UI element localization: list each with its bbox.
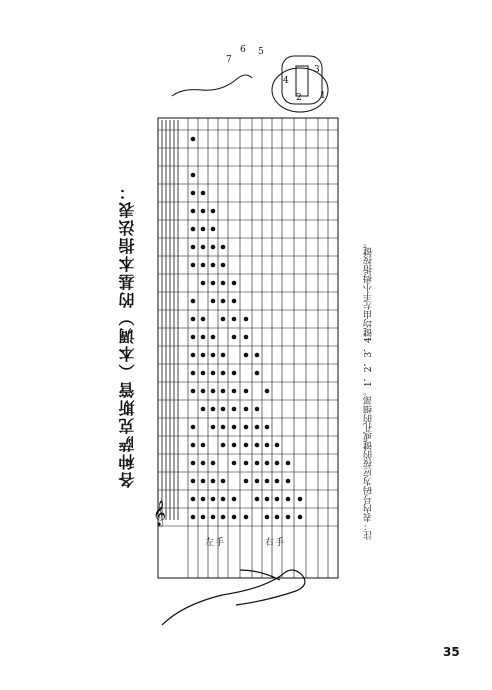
fingering-dot (221, 497, 226, 502)
fingering-dot (244, 425, 249, 430)
fingering-dot (191, 497, 196, 502)
footnote: 注：表内号码为应按的键或孔的细部。1、2、3、4键均由左手小拇指按键。 (364, 238, 374, 540)
key-label-3: 3 (314, 65, 320, 75)
fingering-dot (201, 497, 206, 502)
fingering-dot (298, 497, 303, 502)
fingering-dot (286, 479, 291, 484)
key-label-6: 6 (240, 45, 246, 55)
fingering-dot (201, 479, 206, 484)
fingering-dot (265, 515, 270, 520)
page-title: 各种萨克斯管（本调）的基本指法表： (118, 182, 137, 488)
treble-clef-icon: 𝄞 (153, 501, 167, 526)
fingering-dot (191, 317, 196, 322)
fingering-dot (265, 389, 270, 394)
left-hand-label-2: 手 (215, 538, 225, 548)
fingering-dot (232, 461, 237, 466)
fingering-dot (211, 299, 216, 304)
fingering-dot (255, 407, 260, 412)
fingering-dot (201, 281, 206, 286)
fingering-dot (201, 335, 206, 340)
fingering-dot (244, 461, 249, 466)
fingering-dot (232, 335, 237, 340)
fingering-dot (232, 317, 237, 322)
fingering-dot (232, 425, 237, 430)
fingering-dot (201, 227, 206, 232)
fingering-dot (191, 443, 196, 448)
fingering-dot (201, 515, 206, 520)
fingering-dot (191, 209, 196, 214)
fingering-dot (211, 245, 216, 250)
fingering-dot (201, 317, 206, 322)
fingering-dot (191, 173, 196, 178)
fingering-dot (221, 515, 226, 520)
chart-frame (158, 118, 338, 578)
fingering-dot (275, 479, 280, 484)
fingering-dot (265, 461, 270, 466)
fingering-dot (286, 497, 291, 502)
right-hand-label: 右 (265, 538, 275, 548)
fingering-dot (232, 497, 237, 502)
fingering-dot (232, 443, 237, 448)
fingering-dot (201, 389, 206, 394)
fingering-dot (244, 407, 249, 412)
fingering-dot (255, 479, 260, 484)
fingering-dot (244, 515, 249, 520)
fingering-dot (232, 299, 237, 304)
fingering-dot (265, 497, 270, 502)
fingering-dot (221, 425, 226, 430)
fingering-dot (275, 461, 280, 466)
fingering-dot (211, 209, 216, 214)
row-lines (188, 118, 328, 578)
key-label-2: 2 (296, 93, 302, 103)
left-hand-label: 左 (205, 538, 215, 548)
fingering-dot (221, 281, 226, 286)
fingering-dot (275, 497, 280, 502)
fingering-dot (201, 443, 206, 448)
fingering-dot (255, 443, 260, 448)
fingering-dot (244, 389, 249, 394)
fingering-dot (201, 461, 206, 466)
fingering-dot (201, 371, 206, 376)
fingering-dot (221, 407, 226, 412)
page-number: 35 (443, 645, 460, 659)
fingering-dot (191, 191, 196, 196)
fingering-dot (244, 335, 249, 340)
fingering-dot (191, 245, 196, 250)
fingering-dot (211, 353, 216, 358)
fingering-dot (221, 443, 226, 448)
fingering-dot (265, 425, 270, 430)
fingering-dot (211, 281, 216, 286)
fingering-dot (211, 263, 216, 268)
fingering-dot (255, 461, 260, 466)
fingering-dot (286, 461, 291, 466)
fingering-dot (201, 263, 206, 268)
fingering-dot (255, 497, 260, 502)
key-label-1: 1 (320, 91, 326, 101)
fingering-dot (201, 245, 206, 250)
fingering-dot (221, 353, 226, 358)
fingering-dot (265, 479, 270, 484)
fingering-dot (211, 371, 216, 376)
fingering-dot (232, 371, 237, 376)
fingering-dot (211, 389, 216, 394)
fingering-dot (265, 443, 270, 448)
fingering-dot (201, 407, 206, 412)
fingering-dot (221, 263, 226, 268)
fingering-dot (191, 389, 196, 394)
fingering-dot (191, 335, 196, 340)
fingering-dot (211, 515, 216, 520)
fingering-dot (244, 479, 249, 484)
fingering-dot (244, 353, 249, 358)
fingering-dot (191, 299, 196, 304)
fingering-dot (211, 227, 216, 232)
fingering-dot (221, 371, 226, 376)
fingering-dot (191, 461, 196, 466)
fingering-dot (232, 407, 237, 412)
right-hand-label-2: 手 (275, 538, 285, 548)
fingering-dot (232, 515, 237, 520)
fingering-dot (286, 515, 291, 520)
column-lines (158, 130, 338, 526)
fingering-dot (221, 389, 226, 394)
fingering-dot (221, 317, 226, 322)
fingering-dot (255, 425, 260, 430)
fingering-dot (191, 515, 196, 520)
fingering-dot (211, 497, 216, 502)
fingering-dot (191, 353, 196, 358)
fingering-dot (255, 371, 260, 376)
staff (162, 120, 178, 520)
fingering-dot (221, 479, 226, 484)
fingering-dot (191, 479, 196, 484)
fingering-dot (211, 335, 216, 340)
fingering-dot (201, 209, 206, 214)
fingering-dot (275, 515, 280, 520)
fingering-dot (275, 443, 280, 448)
fingering-dot (191, 263, 196, 268)
fingering-dot (255, 353, 260, 358)
fingering-dot (232, 389, 237, 394)
key-label-7: 7 (226, 55, 232, 65)
fingering-dot (191, 227, 196, 232)
saxophone-sketch-top-icon (172, 75, 252, 96)
key-label-5: 5 (258, 47, 264, 57)
fingering-dot (201, 353, 206, 358)
fingering-dot (221, 299, 226, 304)
fingering-dot (244, 443, 249, 448)
fingering-dot (211, 407, 216, 412)
fingering-dot (201, 191, 206, 196)
fingering-dot (191, 371, 196, 376)
fingering-dot (221, 245, 226, 250)
fingering-dot (211, 461, 216, 466)
fingering-dot (191, 425, 196, 430)
fingering-dot (211, 425, 216, 430)
key-label-4: 4 (283, 76, 289, 86)
fingering-dot (191, 137, 196, 142)
fingering-dot (211, 479, 216, 484)
fingering-dot (232, 281, 237, 286)
fingering-dot (298, 515, 303, 520)
fingering-dot (244, 317, 249, 322)
